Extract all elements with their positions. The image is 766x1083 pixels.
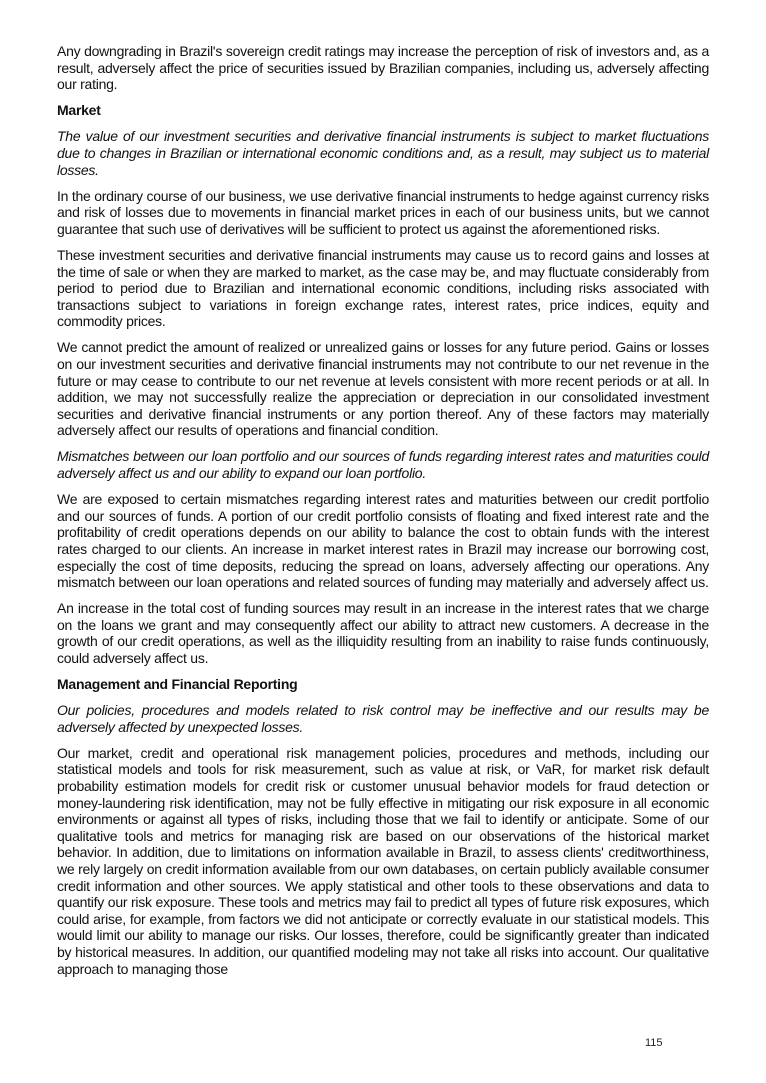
paragraph: We are exposed to certain mismatches regarding interest rates and maturities between our credit portfolio and our sources of funds. A portion of our credit portfolio consists of floating and fixed interest rate and the profitability of credit operations depends on our ability to balance the cost to obtain funds with the interest rates charged to our clients. An increase in market interest rates in Brazil may increase our borrowing cost, especially the cost of time deposits, reducing the spread on loans, adversely affecting our operations. Any mismatch between our loan operations and related sources of funding may materially and adversely affect us. <box>57 491 709 591</box>
paragraph: These investment securities and derivative financial instruments may cause us to record gains and losses at the time of sale or when they are marked to market, as the case may be, and may fluctuate considerably from period to period due to Brazilian and international economic conditions, including risks associated with transactions subject to variations in foreign exchange rates, interest rates, price indices, equity and commodity prices. <box>57 246 709 330</box>
risk-factor-heading: The value of our investment securities and derivative financial instruments is subject to market fluctuations due to changes in Brazilian or international economic conditions and, as a result, may subject us to material losses. <box>57 128 709 178</box>
paragraph: We cannot predict the amount of realized or unrealized gains or losses for any future period. Gains or losses on our investment securities and derivative financial instruments may not contribute to our net revenue in the future or may cease to contribute to our net revenue at levels consistent with more recent periods or at all. In addition, we may not successfully realize the appreciation or depreciation in our consolidated investment securities and derivative financial instruments or any portion thereof. Any of these factors may materially adversely affect our results of operations and financial condition. <box>57 339 709 439</box>
section-heading-management: Management and Financial Reporting <box>57 676 298 693</box>
paragraph: Our market, credit and operational risk management policies, procedures and methods, including our statistical models and tools for risk measurement, such as value at risk, or VaR, for market risk default probability estimation models for credit risk or customer unusual behavior models for fraud detection or money-laundering risk identification, may not be fully effective in mitigating our risk exposure in all economic environments or against all types of risks, including those that we fail to identify or anticipate. Some of our qualitative tools and metrics for managing risk are based on our observations of the historical market behavior. In addition, due to limitations on information available in Brazil, to assess clients' creditworthiness, we rely largely on credit information available from our own databases, on certain publicly available consumer credit information and other sources. We apply statistical and other tools to these observations and data to quantify our risk exposure. These tools and metrics may fail to predict all types of future risk exposures, which could arise, for example, from factors we did not anticipate or correctly evaluate in our statistical models. This would limit our ability to manage our risks. Our losses, therefore, could be significantly greater than indicated by historical measures. In addition, our quantified modeling may not take all risks into account. Our qualitative approach to managing those <box>57 744 709 977</box>
paragraph: In the ordinary course of our business, we use derivative financial instruments to hedge against currency risks and risk of losses due to movements in financial market prices in each of our business units, but we cannot guarantee that such use of derivatives will be sufficient to protect us against the aforementioned risks. <box>57 187 709 237</box>
risk-factor-heading: Mismatches between our loan portfolio and our sources of funds regarding interest rates and maturities could adversely affect us and our ability to expand our loan portfolio. <box>57 448 709 482</box>
page-number: 115 <box>645 1037 663 1049</box>
paragraph: Any downgrading in Brazil's sovereign credit ratings may increase the perception of risk of investors and, as a result, adversely affect the price of securities issued by Brazilian companies, including us, adversely affecting our rating. <box>57 43 709 93</box>
document-body <box>57 43 709 987</box>
section-heading-market: Market <box>57 102 101 119</box>
risk-factor-heading: Our policies, procedures and models related to risk control may be ineffective and our results may be adversely affected by unexpected losses. <box>57 702 709 735</box>
paragraph: An increase in the total cost of funding sources may result in an increase in the interest rates that we charge on the loans we grant and may consequently affect our ability to attract new customers. A decrease in the growth of our credit operations, as well as the illiquidity resulting from an inability to raise funds continuously, could adversely affect us. <box>57 600 709 666</box>
